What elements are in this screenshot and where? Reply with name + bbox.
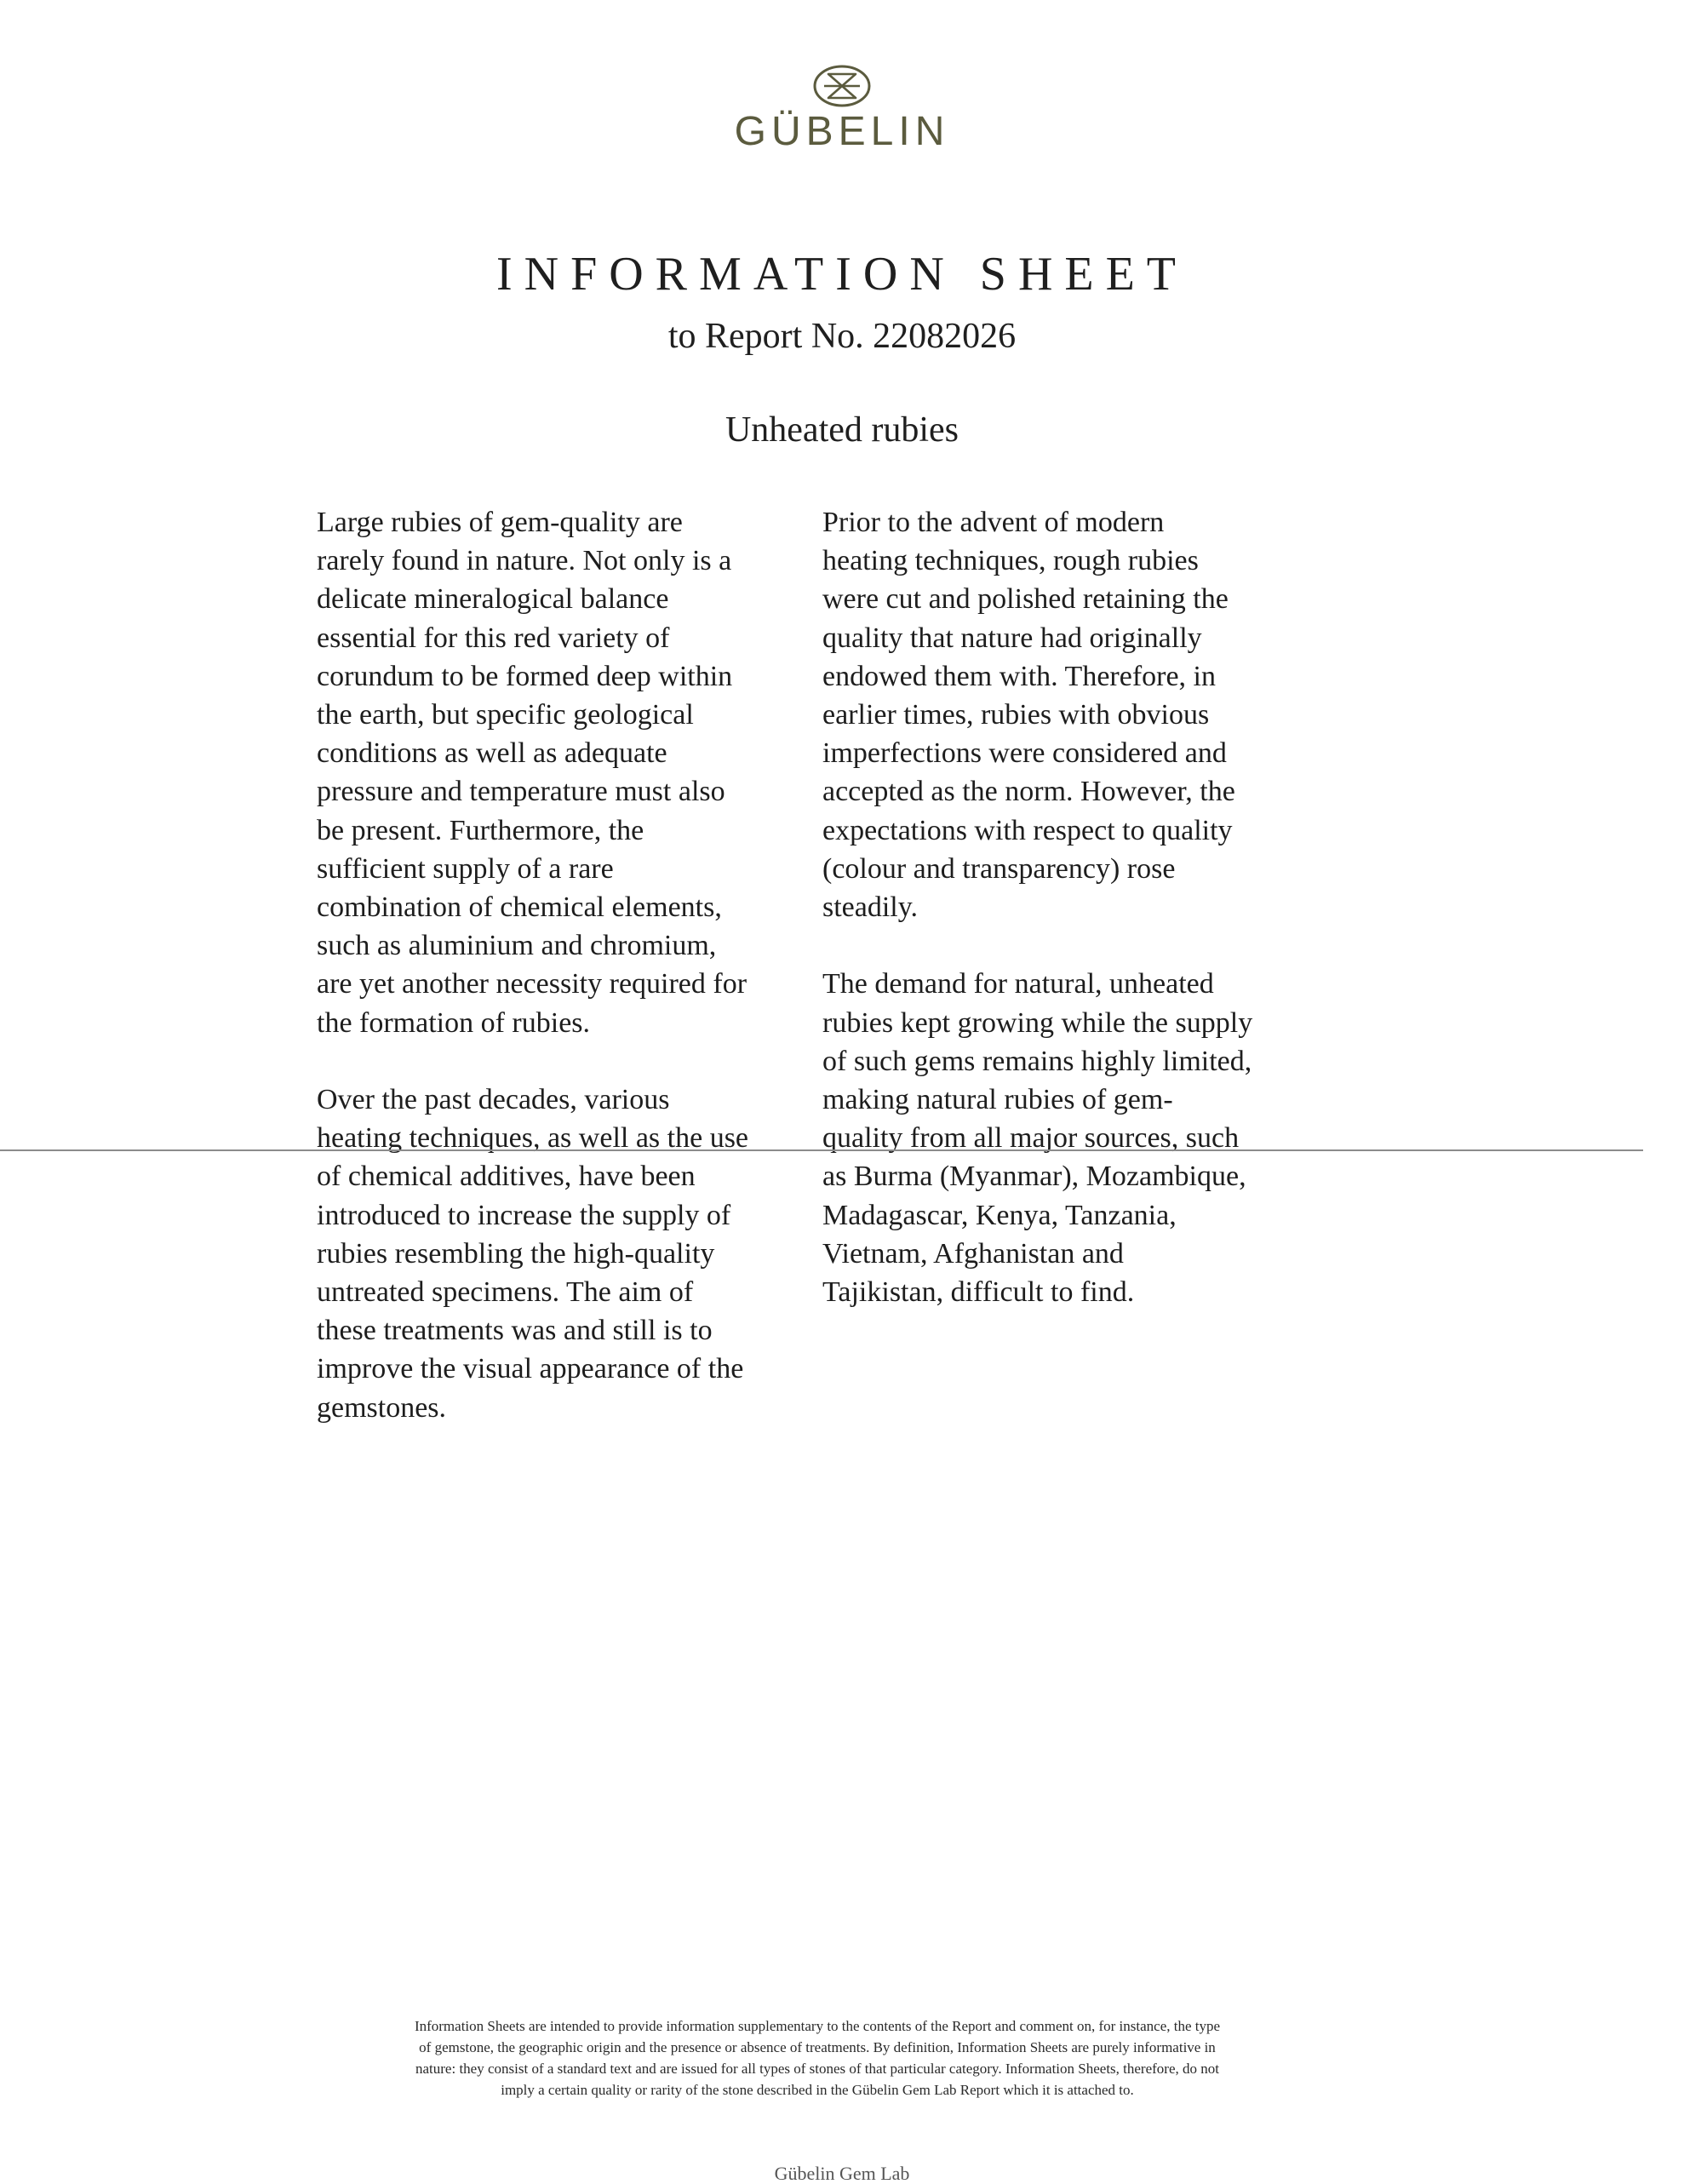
paragraph: Large rubies of gem-quality are rarely found in nature. Not only is a delicate mineralogical balance essential for this red variety of corundum to be formed deep within the earth, but specific geological conditions as well as adequate pressure and temperature must also be present. Furthermore, the sufficient supply of a rare combination of chemical elements, such as aluminium and chromium, are yet another necessity required for the formation of rubies.	[317, 507, 747, 1039]
page-title: INFORMATION SHEET	[496, 248, 1188, 301]
paragraph: Over the past decades, various heating techniques, as well as the use of chemical additives, have been introduced to increase the supply of rubies resembling the high-quality untreated specimens. The aim of these treatments was and still is to improve the visual appearance of the gemstones.	[317, 1084, 749, 1424]
right-text-column	[822, 503, 1299, 1350]
paragraph: The demand for natural, unheated rubies kept growing while the supply of such gems remains highly limited, making natural rubies of gem- quality from all major sources, such as Burma (Myanmar), Mozambique, Madagascar, Kenya, Tanzania, Vietnam, Afghanistan and Tajikistan, difficult to find.	[822, 968, 1253, 1309]
topic-heading: Unheated rubies	[725, 410, 959, 450]
footer-disclaimer: Information Sheets are intended to provide information supplementary to the contents of the Report and comment on, for instance, the type of gemstone, the geographic origin and the presence or absence of treatments. By definition, Information Sheets are purely informative in nature: they consist of a standard text and are issued for all types of stones of that particular category. Information Sheets, therefore, do not imply a certain quality or rarity of the stone described in the Gübelin Gem Lab Report which it is attached to.	[414, 2018, 1221, 2098]
report-number: to Report No. 22082026	[667, 317, 1017, 356]
gubelin-logo	[0, 64, 1684, 152]
lab-name: Gübelin Gem Lab	[774, 2163, 910, 2184]
left-text-column	[317, 503, 793, 1465]
paragraph: Prior to the advent of modern heating techniques, rough rubies were cut and polished retaining the quality that nature had originally endowed them with. Therefore, in earlier times, rubies with obvious imperfections were considered and accepted as the norm. However, the expectations with respect to quality (colour and transparency) rose steadily.	[822, 507, 1235, 924]
paper-fold-line	[0, 1149, 1643, 1151]
gubelin-emblem-icon	[812, 64, 872, 108]
brand-wordmark: GÜBELIN	[734, 109, 950, 154]
